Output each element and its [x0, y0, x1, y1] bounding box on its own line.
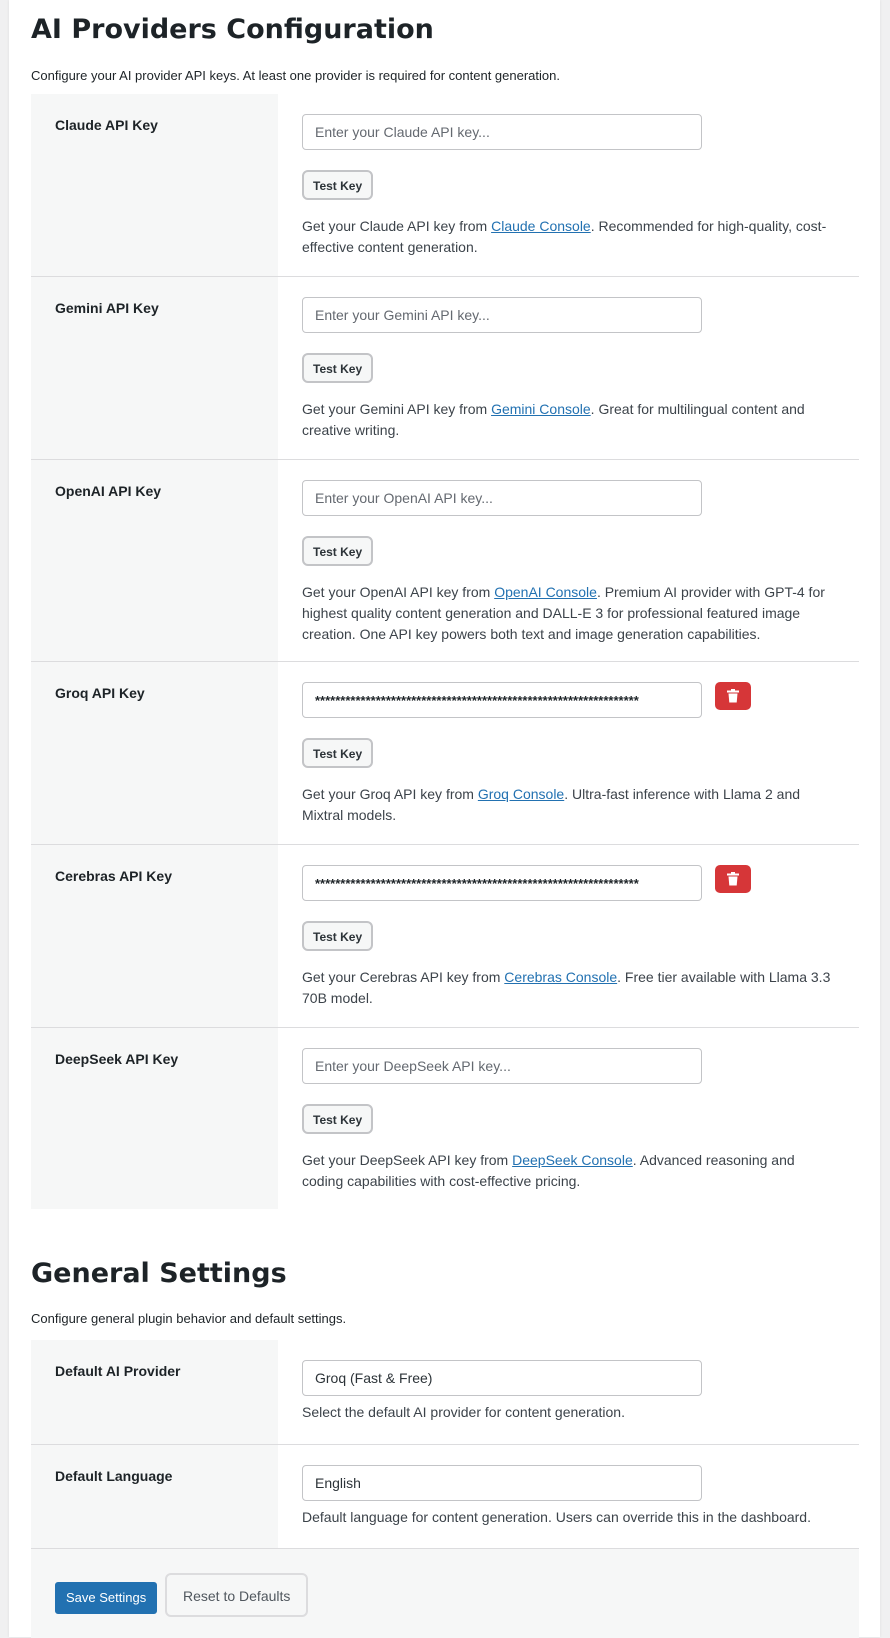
gemini-api-key-input[interactable]: Enter your Gemini API key... — [302, 297, 702, 333]
provider-help: Get your Claude API key from Claude Console. Recommended for high-quality, cost-effective content generation. — [302, 218, 827, 255]
general-settings-title: General Settings — [31, 1258, 287, 1289]
cerebras-api-key-input[interactable]: **************************************************************** — [302, 865, 702, 901]
provider-help: Get your Groq API key from Groq Console. Ultra-fast inference with Llama 2 and Mixtral models. — [302, 786, 801, 823]
deepseek-api-key-input[interactable]: Enter your DeepSeek API key... — [302, 1048, 702, 1084]
provider-row-gemini — [31, 277, 859, 460]
default-language-select[interactable]: English — [302, 1465, 702, 1501]
groq-api-key-input[interactable]: **************************************************************** — [302, 682, 702, 718]
openai-api-key-input[interactable]: Enter your OpenAI API key... — [302, 480, 702, 516]
trash-icon — [727, 872, 739, 886]
provider-label: OpenAI API Key — [31, 460, 278, 661]
provider-help: Get your OpenAI API key from OpenAI Console. Premium AI provider with GPT-4 for highest quality content generation and DALL-E 3 for professional featured image creation. One API key powers both text and image generation capabilities. — [302, 584, 825, 642]
test-key-button[interactable]: Test Key — [302, 170, 373, 200]
provider-help: Get your Gemini API key from Gemini Console. Great for multilingual content and creative writing. — [302, 401, 805, 438]
delete-key-button[interactable] — [715, 682, 751, 710]
provider-label: DeepSeek API Key — [31, 1028, 278, 1209]
general-settings-table — [31, 1340, 859, 1549]
test-key-button[interactable]: Test Key — [302, 353, 373, 383]
claude-console-link[interactable]: Claude Console — [491, 218, 591, 234]
provider-row-groq — [31, 662, 859, 845]
provider-help: Get your DeepSeek API key from DeepSeek Console. Advanced reasoning and coding capabilities with cost-effective pricing. — [302, 1152, 795, 1189]
provider-label: Cerebras API Key — [31, 845, 278, 1027]
cerebras-console-link[interactable]: Cerebras Console — [504, 969, 618, 985]
test-key-button[interactable]: Test Key — [302, 738, 373, 768]
claude-api-key-input[interactable]: Enter your Claude API key... — [302, 114, 702, 150]
test-key-button[interactable]: Test Key — [302, 1104, 373, 1134]
providers-table — [31, 94, 859, 1209]
save-settings-button[interactable]: Save Settings — [55, 1582, 157, 1614]
deepseek-console-link[interactable]: DeepSeek Console — [512, 1152, 633, 1168]
setting-label: Default Language — [31, 1445, 278, 1549]
provider-row-cerebras — [31, 845, 859, 1028]
setting-help: Select the default AI provider for content generation. — [302, 1404, 625, 1420]
delete-key-button[interactable] — [715, 865, 751, 893]
setting-help: Default language for content generation. Users can override this in the dashboard. — [302, 1509, 811, 1525]
openai-console-link[interactable]: OpenAI Console — [494, 584, 597, 600]
provider-label: Gemini API Key — [31, 277, 278, 459]
test-key-button[interactable]: Test Key — [302, 921, 373, 951]
settings-page — [9, 0, 880, 1637]
provider-help: Get your Cerebras API key from Cerebras Console. Free tier available with Llama 3.3 70B model. — [302, 969, 831, 1006]
setting-label: Default AI Provider — [31, 1340, 278, 1444]
default-language-row — [31, 1445, 859, 1549]
providers-description: Configure your AI provider API keys. At least one provider is required for content generation. — [31, 68, 560, 83]
default-provider-row — [31, 1340, 859, 1445]
default-provider-select[interactable]: Groq (Fast & Free) — [302, 1360, 702, 1396]
provider-row-openai — [31, 460, 859, 662]
form-footer — [31, 1548, 859, 1638]
reset-defaults-button[interactable]: Reset to Defaults — [165, 1573, 308, 1617]
test-key-button[interactable]: Test Key — [302, 536, 373, 566]
general-settings-description: Configure general plugin behavior and default settings. — [31, 1311, 347, 1326]
trash-icon — [727, 689, 739, 703]
providers-title: AI Providers Configuration — [31, 14, 434, 45]
provider-row-claude — [31, 94, 859, 277]
groq-console-link[interactable]: Groq Console — [477, 786, 565, 802]
provider-row-deepseek — [31, 1028, 859, 1209]
provider-label: Groq API Key — [31, 662, 278, 844]
gemini-console-link[interactable]: Gemini Console — [491, 401, 591, 417]
provider-label: Claude API Key — [31, 94, 278, 276]
